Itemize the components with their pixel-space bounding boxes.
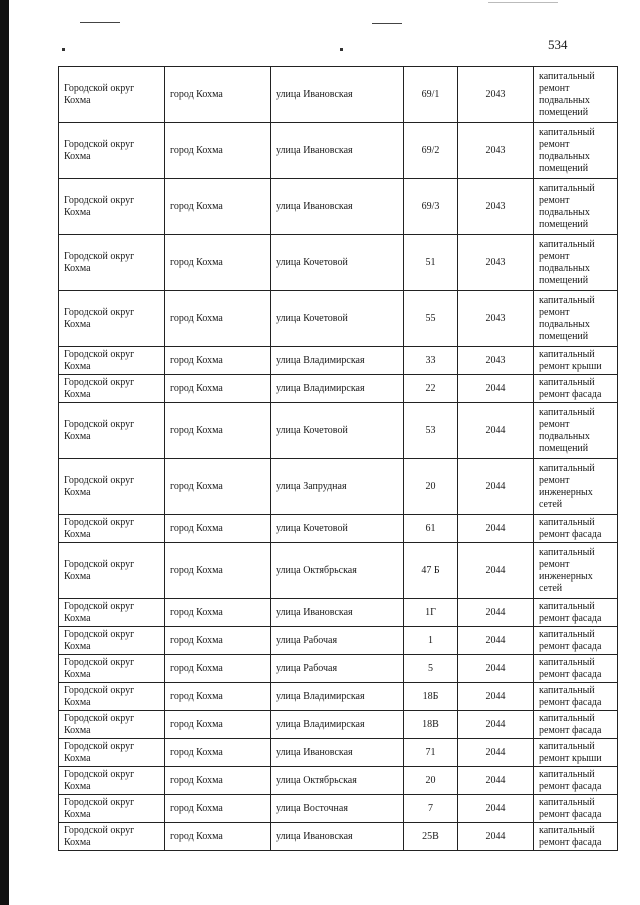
city-cell: город Кохма [165, 403, 271, 459]
year-cell: 2044 [458, 655, 534, 683]
work-type-cell: капитальный ремонт крыши [534, 347, 618, 375]
street-cell: улица Рабочая [271, 655, 404, 683]
table-row [59, 711, 618, 739]
street-cell: улица Рабочая [271, 627, 404, 655]
year-cell: 2044 [458, 739, 534, 767]
street-cell: улица Владимирская [271, 347, 404, 375]
house-number-cell: 51 [404, 235, 458, 291]
registry-table [58, 66, 618, 851]
city-cell: город Кохма [165, 291, 271, 347]
work-type-cell: капитальный ремонт подвальных помещений [534, 123, 618, 179]
city-cell: город Кохма [165, 795, 271, 823]
year-cell: 2043 [458, 235, 534, 291]
okrug-cell: Городской округ Кохма [59, 403, 165, 459]
year-cell: 2044 [458, 627, 534, 655]
table-row [59, 67, 618, 123]
work-type-cell: капитальный ремонт фасада [534, 795, 618, 823]
house-number-cell: 69/1 [404, 67, 458, 123]
city-cell: город Кохма [165, 179, 271, 235]
house-number-cell: 1Г [404, 599, 458, 627]
okrug-cell: Городской округ Кохма [59, 67, 165, 123]
table-row [59, 739, 618, 767]
okrug-cell: Городской округ Кохма [59, 515, 165, 543]
work-type-cell: капитальный ремонт фасада [534, 655, 618, 683]
table-row [59, 459, 618, 515]
year-cell: 2044 [458, 459, 534, 515]
okrug-cell: Городской округ Кохма [59, 459, 165, 515]
okrug-cell: Городской округ Кохма [59, 179, 165, 235]
city-cell: город Кохма [165, 123, 271, 179]
work-type-cell: капитальный ремонт фасада [534, 375, 618, 403]
year-cell: 2043 [458, 67, 534, 123]
street-cell: улица Кочетовой [271, 515, 404, 543]
city-cell: город Кохма [165, 767, 271, 795]
year-cell: 2044 [458, 767, 534, 795]
work-type-cell: капитальный ремонт подвальных помещений [534, 179, 618, 235]
work-type-cell: капитальный ремонт фасада [534, 767, 618, 795]
scan-mark [488, 2, 558, 3]
street-cell: улица Ивановская [271, 823, 404, 851]
registry-table-body [59, 67, 618, 851]
street-cell: улица Владимирская [271, 683, 404, 711]
year-cell: 2044 [458, 515, 534, 543]
city-cell: город Кохма [165, 739, 271, 767]
year-cell: 2044 [458, 795, 534, 823]
year-cell: 2044 [458, 599, 534, 627]
okrug-cell: Городской округ Кохма [59, 739, 165, 767]
city-cell: город Кохма [165, 543, 271, 599]
city-cell: город Кохма [165, 347, 271, 375]
work-type-cell: капитальный ремонт подвальных помещений [534, 403, 618, 459]
street-cell: улица Кочетовой [271, 403, 404, 459]
street-cell: улица Октябрьская [271, 767, 404, 795]
okrug-cell: Городской округ Кохма [59, 627, 165, 655]
work-type-cell: капитальный ремонт крыши [534, 739, 618, 767]
street-cell: улица Владимирская [271, 711, 404, 739]
street-cell: улица Кочетовой [271, 291, 404, 347]
okrug-cell: Городской округ Кохма [59, 683, 165, 711]
year-cell: 2043 [458, 179, 534, 235]
house-number-cell: 69/2 [404, 123, 458, 179]
house-number-cell: 61 [404, 515, 458, 543]
work-type-cell: капитальный ремонт фасада [534, 823, 618, 851]
street-cell: улица Владимирская [271, 375, 404, 403]
okrug-cell: Городской округ Кохма [59, 235, 165, 291]
okrug-cell: Городской округ Кохма [59, 767, 165, 795]
house-number-cell: 33 [404, 347, 458, 375]
street-cell: улица Ивановская [271, 599, 404, 627]
house-number-cell: 55 [404, 291, 458, 347]
house-number-cell: 1 [404, 627, 458, 655]
table-row [59, 403, 618, 459]
house-number-cell: 18Б [404, 683, 458, 711]
city-cell: город Кохма [165, 823, 271, 851]
house-number-cell: 53 [404, 403, 458, 459]
city-cell: город Кохма [165, 515, 271, 543]
table-row [59, 627, 618, 655]
okrug-cell: Городской округ Кохма [59, 823, 165, 851]
city-cell: город Кохма [165, 235, 271, 291]
okrug-cell: Городской округ Кохма [59, 655, 165, 683]
city-cell: город Кохма [165, 711, 271, 739]
street-cell: улица Кочетовой [271, 235, 404, 291]
work-type-cell: капитальный ремонт фасада [534, 515, 618, 543]
city-cell: город Кохма [165, 67, 271, 123]
table-row [59, 235, 618, 291]
house-number-cell: 22 [404, 375, 458, 403]
street-cell: улица Восточная [271, 795, 404, 823]
table-row [59, 347, 618, 375]
year-cell: 2044 [458, 683, 534, 711]
house-number-cell: 47 Б [404, 543, 458, 599]
work-type-cell: капитальный ремонт подвальных помещений [534, 67, 618, 123]
work-type-cell: капитальный ремонт инженерных сетей [534, 459, 618, 515]
street-cell: улица Ивановская [271, 179, 404, 235]
scan-mark [80, 22, 120, 23]
city-cell: город Кохма [165, 683, 271, 711]
work-type-cell: капитальный ремонт инженерных сетей [534, 543, 618, 599]
work-type-cell: капитальный ремонт подвальных помещений [534, 291, 618, 347]
year-cell: 2043 [458, 347, 534, 375]
table-row [59, 123, 618, 179]
okrug-cell: Городской округ Кохма [59, 543, 165, 599]
table-row [59, 823, 618, 851]
year-cell: 2044 [458, 375, 534, 403]
table-row [59, 599, 618, 627]
street-cell: улица Октябрьская [271, 543, 404, 599]
house-number-cell: 18В [404, 711, 458, 739]
scan-dot [340, 48, 343, 51]
scan-left-edge [0, 0, 9, 905]
year-cell: 2043 [458, 291, 534, 347]
table-row [59, 515, 618, 543]
work-type-cell: капитальный ремонт подвальных помещений [534, 235, 618, 291]
year-cell: 2044 [458, 403, 534, 459]
house-number-cell: 5 [404, 655, 458, 683]
table-row [59, 291, 618, 347]
okrug-cell: Городской округ Кохма [59, 291, 165, 347]
house-number-cell: 20 [404, 459, 458, 515]
house-number-cell: 71 [404, 739, 458, 767]
work-type-cell: капитальный ремонт фасада [534, 627, 618, 655]
scan-dot [62, 48, 65, 51]
table-row [59, 655, 618, 683]
table-row [59, 375, 618, 403]
house-number-cell: 7 [404, 795, 458, 823]
year-cell: 2044 [458, 823, 534, 851]
okrug-cell: Городской округ Кохма [59, 795, 165, 823]
okrug-cell: Городской округ Кохма [59, 375, 165, 403]
city-cell: город Кохма [165, 599, 271, 627]
work-type-cell: капитальный ремонт фасада [534, 683, 618, 711]
street-cell: улица Запрудная [271, 459, 404, 515]
city-cell: город Кохма [165, 375, 271, 403]
table-row [59, 683, 618, 711]
okrug-cell: Городской округ Кохма [59, 711, 165, 739]
work-type-cell: капитальный ремонт фасада [534, 711, 618, 739]
page-number: 534 [548, 37, 568, 52]
city-cell: город Кохма [165, 655, 271, 683]
street-cell: улица Ивановская [271, 739, 404, 767]
city-cell: город Кохма [165, 459, 271, 515]
table-row [59, 795, 618, 823]
city-cell: город Кохма [165, 627, 271, 655]
house-number-cell: 69/3 [404, 179, 458, 235]
house-number-cell: 20 [404, 767, 458, 795]
table-row [59, 543, 618, 599]
okrug-cell: Городской округ Кохма [59, 123, 165, 179]
year-cell: 2044 [458, 711, 534, 739]
scan-mark [372, 23, 402, 24]
year-cell: 2043 [458, 123, 534, 179]
okrug-cell: Городской округ Кохма [59, 347, 165, 375]
street-cell: улица Ивановская [271, 67, 404, 123]
work-type-cell: капитальный ремонт фасада [534, 599, 618, 627]
okrug-cell: Городской округ Кохма [59, 599, 165, 627]
table-row [59, 767, 618, 795]
street-cell: улица Ивановская [271, 123, 404, 179]
year-cell: 2044 [458, 543, 534, 599]
house-number-cell: 25В [404, 823, 458, 851]
table-row [59, 179, 618, 235]
